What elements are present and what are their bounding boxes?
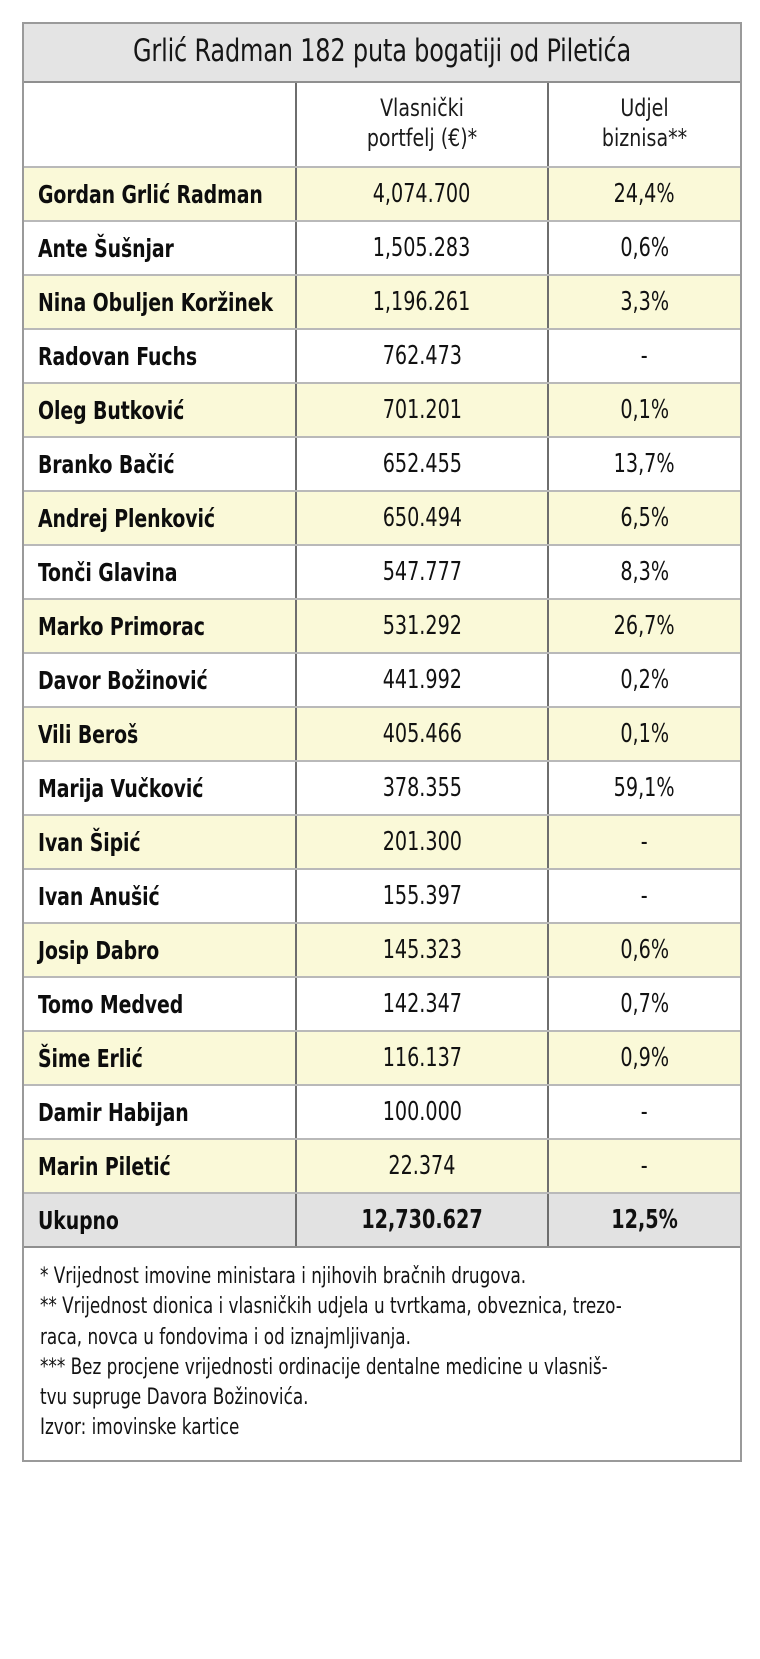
share-header-line1: Udjel [620, 93, 669, 122]
cell-business-share: - [548, 329, 740, 383]
cell-minister-name: Radovan Fuchs [24, 329, 296, 383]
cell-business-share: - [548, 815, 740, 869]
cell-minister-name: Marin Piletić [24, 1139, 296, 1193]
table-row [24, 167, 740, 221]
cell-portfolio-value: 1,196.261 [296, 275, 548, 329]
cell-business-share: 3,3% [548, 275, 740, 329]
footnote-line: ** Vrijednost dionica i vlasničkih udjela u tvrtkama, obveznica, trezo- [40, 1294, 622, 1320]
cell-minister-name: Tomo Medved [24, 977, 296, 1031]
cell-business-share: 0,9% [548, 1031, 740, 1085]
footnotes [24, 1248, 740, 1460]
cell-portfolio-value: 142.347 [296, 977, 548, 1031]
cell-minister-name: Tonči Glavina [24, 545, 296, 599]
footnote-line: Izvor: imovinske kartice [40, 1415, 240, 1441]
table-row [24, 869, 740, 923]
cell-portfolio-value: 201.300 [296, 815, 548, 869]
cell-portfolio-value: 652.455 [296, 437, 548, 491]
cell-business-share: - [548, 869, 740, 923]
table-row [24, 383, 740, 437]
cell-business-share: 0,2% [548, 653, 740, 707]
cell-portfolio-value: 155.397 [296, 869, 548, 923]
cell-portfolio-value: 116.137 [296, 1031, 548, 1085]
cell-portfolio-value: 378.355 [296, 761, 548, 815]
table-row [24, 977, 740, 1031]
portfolio-header-line2: portfelj (€)* [366, 124, 478, 153]
cell-portfolio-value: 1,505.283 [296, 221, 548, 275]
cell-portfolio-value: 531.292 [296, 599, 548, 653]
page-title: Grlić Radman 182 puta bogatiji od Piletića [132, 33, 632, 69]
table-row [24, 437, 740, 491]
share-header-line2: biznisa** [601, 124, 688, 153]
footnote-line: tvu supruge Davora Božinovića. [40, 1385, 309, 1411]
footnote-line: raca, novca u fondovima i od iznajmljivanja. [40, 1324, 411, 1350]
cell-portfolio-value: 145.323 [296, 923, 548, 977]
cell-business-share: 0,1% [548, 707, 740, 761]
cell-minister-name: Ante Šušnjar [24, 221, 296, 275]
cell-business-share: - [548, 1139, 740, 1193]
cell-minister-name: Marko Primorac [24, 599, 296, 653]
cell-minister-name: Ivan Šipić [24, 815, 296, 869]
cell-business-share: 0,7% [548, 977, 740, 1031]
cell-minister-name: Davor Božinović [24, 653, 296, 707]
cell-portfolio-value: 405.466 [296, 707, 548, 761]
table-row [24, 653, 740, 707]
cell-total-share: 12,5% [548, 1193, 740, 1247]
cell-business-share: 26,7% [548, 599, 740, 653]
cell-portfolio-value: 762.473 [296, 329, 548, 383]
table-row [24, 545, 740, 599]
table-row [24, 707, 740, 761]
cell-minister-name: Gordan Grlić Radman [24, 167, 296, 221]
footnote-line: *** Bez procjene vrijednosti ordinacije dentalne medicine u vlasniš- [40, 1354, 608, 1380]
table-row [24, 923, 740, 977]
cell-business-share: 0,1% [548, 383, 740, 437]
table-container [22, 22, 742, 1462]
cell-portfolio-value: 100.000 [296, 1085, 548, 1139]
cell-business-share: 8,3% [548, 545, 740, 599]
cell-portfolio-value: 650.494 [296, 491, 548, 545]
column-header-share [548, 83, 740, 167]
ministers-wealth-table [24, 83, 740, 1248]
table-row [24, 329, 740, 383]
cell-total-label: Ukupno [24, 1193, 296, 1247]
table-row [24, 1031, 740, 1085]
footnote-line: * Vrijednost imovine ministara i njihovih bračnih drugova. [40, 1264, 527, 1290]
portfolio-header-line1: Vlasnički [380, 93, 464, 122]
table-row [24, 599, 740, 653]
cell-portfolio-value: 701.201 [296, 383, 548, 437]
cell-portfolio-value: 547.777 [296, 545, 548, 599]
table-row [24, 761, 740, 815]
cell-portfolio-value: 441.992 [296, 653, 548, 707]
table-row [24, 275, 740, 329]
title-bar [24, 24, 740, 83]
table-header [24, 83, 740, 167]
table-row [24, 815, 740, 869]
cell-business-share: 6,5% [548, 491, 740, 545]
cell-portfolio-value: 22.374 [296, 1139, 548, 1193]
cell-minister-name: Andrej Plenković [24, 491, 296, 545]
cell-business-share: 0,6% [548, 221, 740, 275]
header-row [24, 83, 740, 167]
table-row [24, 221, 740, 275]
cell-business-share: - [548, 1085, 740, 1139]
cell-total-portfolio: 12,730.627 [296, 1193, 548, 1247]
column-header-name [24, 83, 296, 167]
cell-business-share: 13,7% [548, 437, 740, 491]
cell-minister-name: Damir Habijan [24, 1085, 296, 1139]
table-row [24, 1085, 740, 1139]
table-row [24, 491, 740, 545]
total-row [24, 1193, 740, 1247]
table-body [24, 167, 740, 1247]
cell-minister-name: Oleg Butković [24, 383, 296, 437]
column-header-portfolio [296, 83, 548, 167]
cell-minister-name: Marija Vučković [24, 761, 296, 815]
cell-minister-name: Šime Erlić [24, 1031, 296, 1085]
cell-business-share: 24,4% [548, 167, 740, 221]
cell-minister-name: Nina Obuljen Koržinek [24, 275, 296, 329]
cell-minister-name: Vili Beroš [24, 707, 296, 761]
cell-portfolio-value: 4,074.700 [296, 167, 548, 221]
cell-minister-name: Josip Dabro [24, 923, 296, 977]
cell-business-share: 0,6% [548, 923, 740, 977]
table-row [24, 1139, 740, 1193]
cell-minister-name: Ivan Anušić [24, 869, 296, 923]
cell-business-share: 59,1% [548, 761, 740, 815]
cell-minister-name: Branko Bačić [24, 437, 296, 491]
